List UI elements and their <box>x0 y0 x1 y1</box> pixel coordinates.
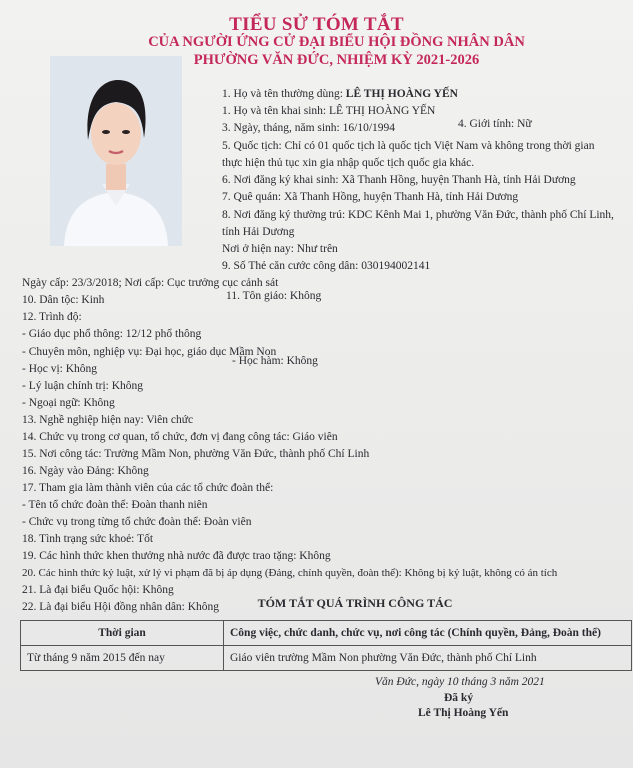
field-organization-name: - Tên tổ chức đoàn thể: Đoàn thanh niên <box>22 499 208 511</box>
field-birth-name: 1. Họ và tên khai sinh: LÊ THỊ HOÀNG YẾN <box>222 105 436 117</box>
document-title: TIỂU SỬ TÓM TẮT <box>229 14 404 35</box>
field-degree: - Học vị: Không <box>22 363 98 375</box>
field-peoples-council: 22. Là đại biểu Hội đồng nhân dân: Không <box>22 601 220 613</box>
field-education-heading: 12. Trình độ: <box>22 311 82 323</box>
portrait-photo <box>50 56 182 246</box>
field-position: 14. Chức vụ trong cơ quan, tổ chức, đơn vị đang công tác: Giáo viên <box>22 431 338 443</box>
field-organization-role: - Chức vụ trong từng tổ chức đoàn thể: Đoàn viên <box>22 516 252 528</box>
cell-period: Từ tháng 9 năm 2015 đến nay <box>21 646 224 671</box>
field-foreign-language: - Ngoại ngữ: Không <box>22 397 115 409</box>
work-history-title: TÓM TẮT QUÁ TRÌNH CÔNG TÁC <box>257 596 453 610</box>
field-birth-registration: 6. Nơi đăng ký khai sinh: Xã Thanh Hồng, huyện Thanh Hà, tỉnh Hải Dương <box>222 174 576 186</box>
field-awards: 19. Các hình thức khen thưởng nhà nước đã được trao tặng: Không <box>22 550 331 562</box>
column-header-period: Thời gian <box>21 621 224 646</box>
field-workplace: 15. Nơi công tác: Trường Mầm Non, phường Văn Đức, thành phố Chí Linh <box>22 448 370 460</box>
table-row <box>21 646 632 671</box>
field-party-date: 16. Ngày vào Đảng: Không <box>22 465 149 477</box>
field-ethnicity: 10. Dân tộc: Kinh <box>22 294 105 306</box>
field-permanent-residence: 8. Nơi đăng ký thường trú: KDC Kênh Mai 1, phường Văn Đức, thành phố Chí Linh, <box>222 209 614 221</box>
signature-date: Văn Đức, ngày 10 tháng 3 năm 2021 <box>375 676 545 688</box>
field-permanent-residence-cont: tỉnh Hải Dương <box>222 226 295 238</box>
field-health: 18. Tình trạng sức khoẻ: Tốt <box>22 533 154 545</box>
field-nationality: 5. Quốc tịch: Chỉ có 01 quốc tịch là quốc tịch Việt Nam và không trong thời gian <box>222 140 595 152</box>
field-academic-title: - Học hàm: Không <box>232 355 318 367</box>
field-current-residence: Nơi ở hiện nay: Như trên <box>222 243 338 255</box>
field-gender: 4. Giới tính: Nữ <box>458 118 532 130</box>
field-birth-date: 3. Ngày, tháng, năm sinh: 16/10/1994 <box>222 122 396 134</box>
document-subtitle-2: PHƯỜNG VĂN ĐỨC, NHIỆM KỲ 2021-2026 <box>193 52 480 68</box>
signature-status: Đã ký <box>444 692 474 704</box>
field-common-name: 1. Họ và tên thường dùng: LÊ THỊ HOÀNG YẾN <box>222 88 458 100</box>
field-id-card: 9. Số Thẻ căn cước công dân: 030194002141 <box>222 260 431 272</box>
table-header-row <box>21 621 632 646</box>
field-id-issue: Ngày cấp: 23/3/2018; Nơi cấp: Cục trưởng cục cảnh sát <box>22 277 279 289</box>
field-profession: - Chuyên môn, nghiệp vụ: Đại học, giáo dục Mầm Non <box>22 346 277 358</box>
work-history-table <box>20 620 632 671</box>
field-national-assembly: 21. Là đại biểu Quốc hội: Không <box>22 584 174 596</box>
field-political-theory: - Lý luận chính trị: Không <box>22 380 144 392</box>
field-nationality-cont: thực hiện thủ tục xin gia nhập quốc tịch quốc gia khác. <box>222 157 475 169</box>
cell-duties: Giáo viên trường Mầm Non phường Văn Đức, thành phố Chí Linh <box>224 646 632 671</box>
column-header-duties: Công việc, chức danh, chức vụ, nơi công tác (Chính quyền, Đảng, Đoàn thể) <box>224 621 632 646</box>
signatory-name: Lê Thị Hoàng Yến <box>418 707 509 719</box>
field-occupation: 13. Nghề nghiệp hiện nay: Viên chức <box>22 414 194 426</box>
field-discipline: 20. Các hình thức kỷ luật, xử lý vi phạm đã bị áp dụng (Đảng, chính quyền, đoàn thể): Không bị kỷ luật, không có án tích <box>22 567 558 579</box>
field-religion: 11. Tôn giáo: Không <box>226 290 322 302</box>
field-organizations: 17. Tham gia làm thành viên của các tổ chức đoàn thể: <box>22 482 274 494</box>
field-general-education: - Giáo dục phổ thông: 12/12 phổ thông <box>22 328 202 340</box>
field-hometown: 7. Quê quán: Xã Thanh Hồng, huyện Thanh Hà, tỉnh Hải Dương <box>222 191 519 203</box>
document-subtitle-1: CỦA NGƯỜI ỨNG CỬ ĐẠI BIỂU HỘI ĐỒNG NHÂN DÂN <box>148 34 525 50</box>
